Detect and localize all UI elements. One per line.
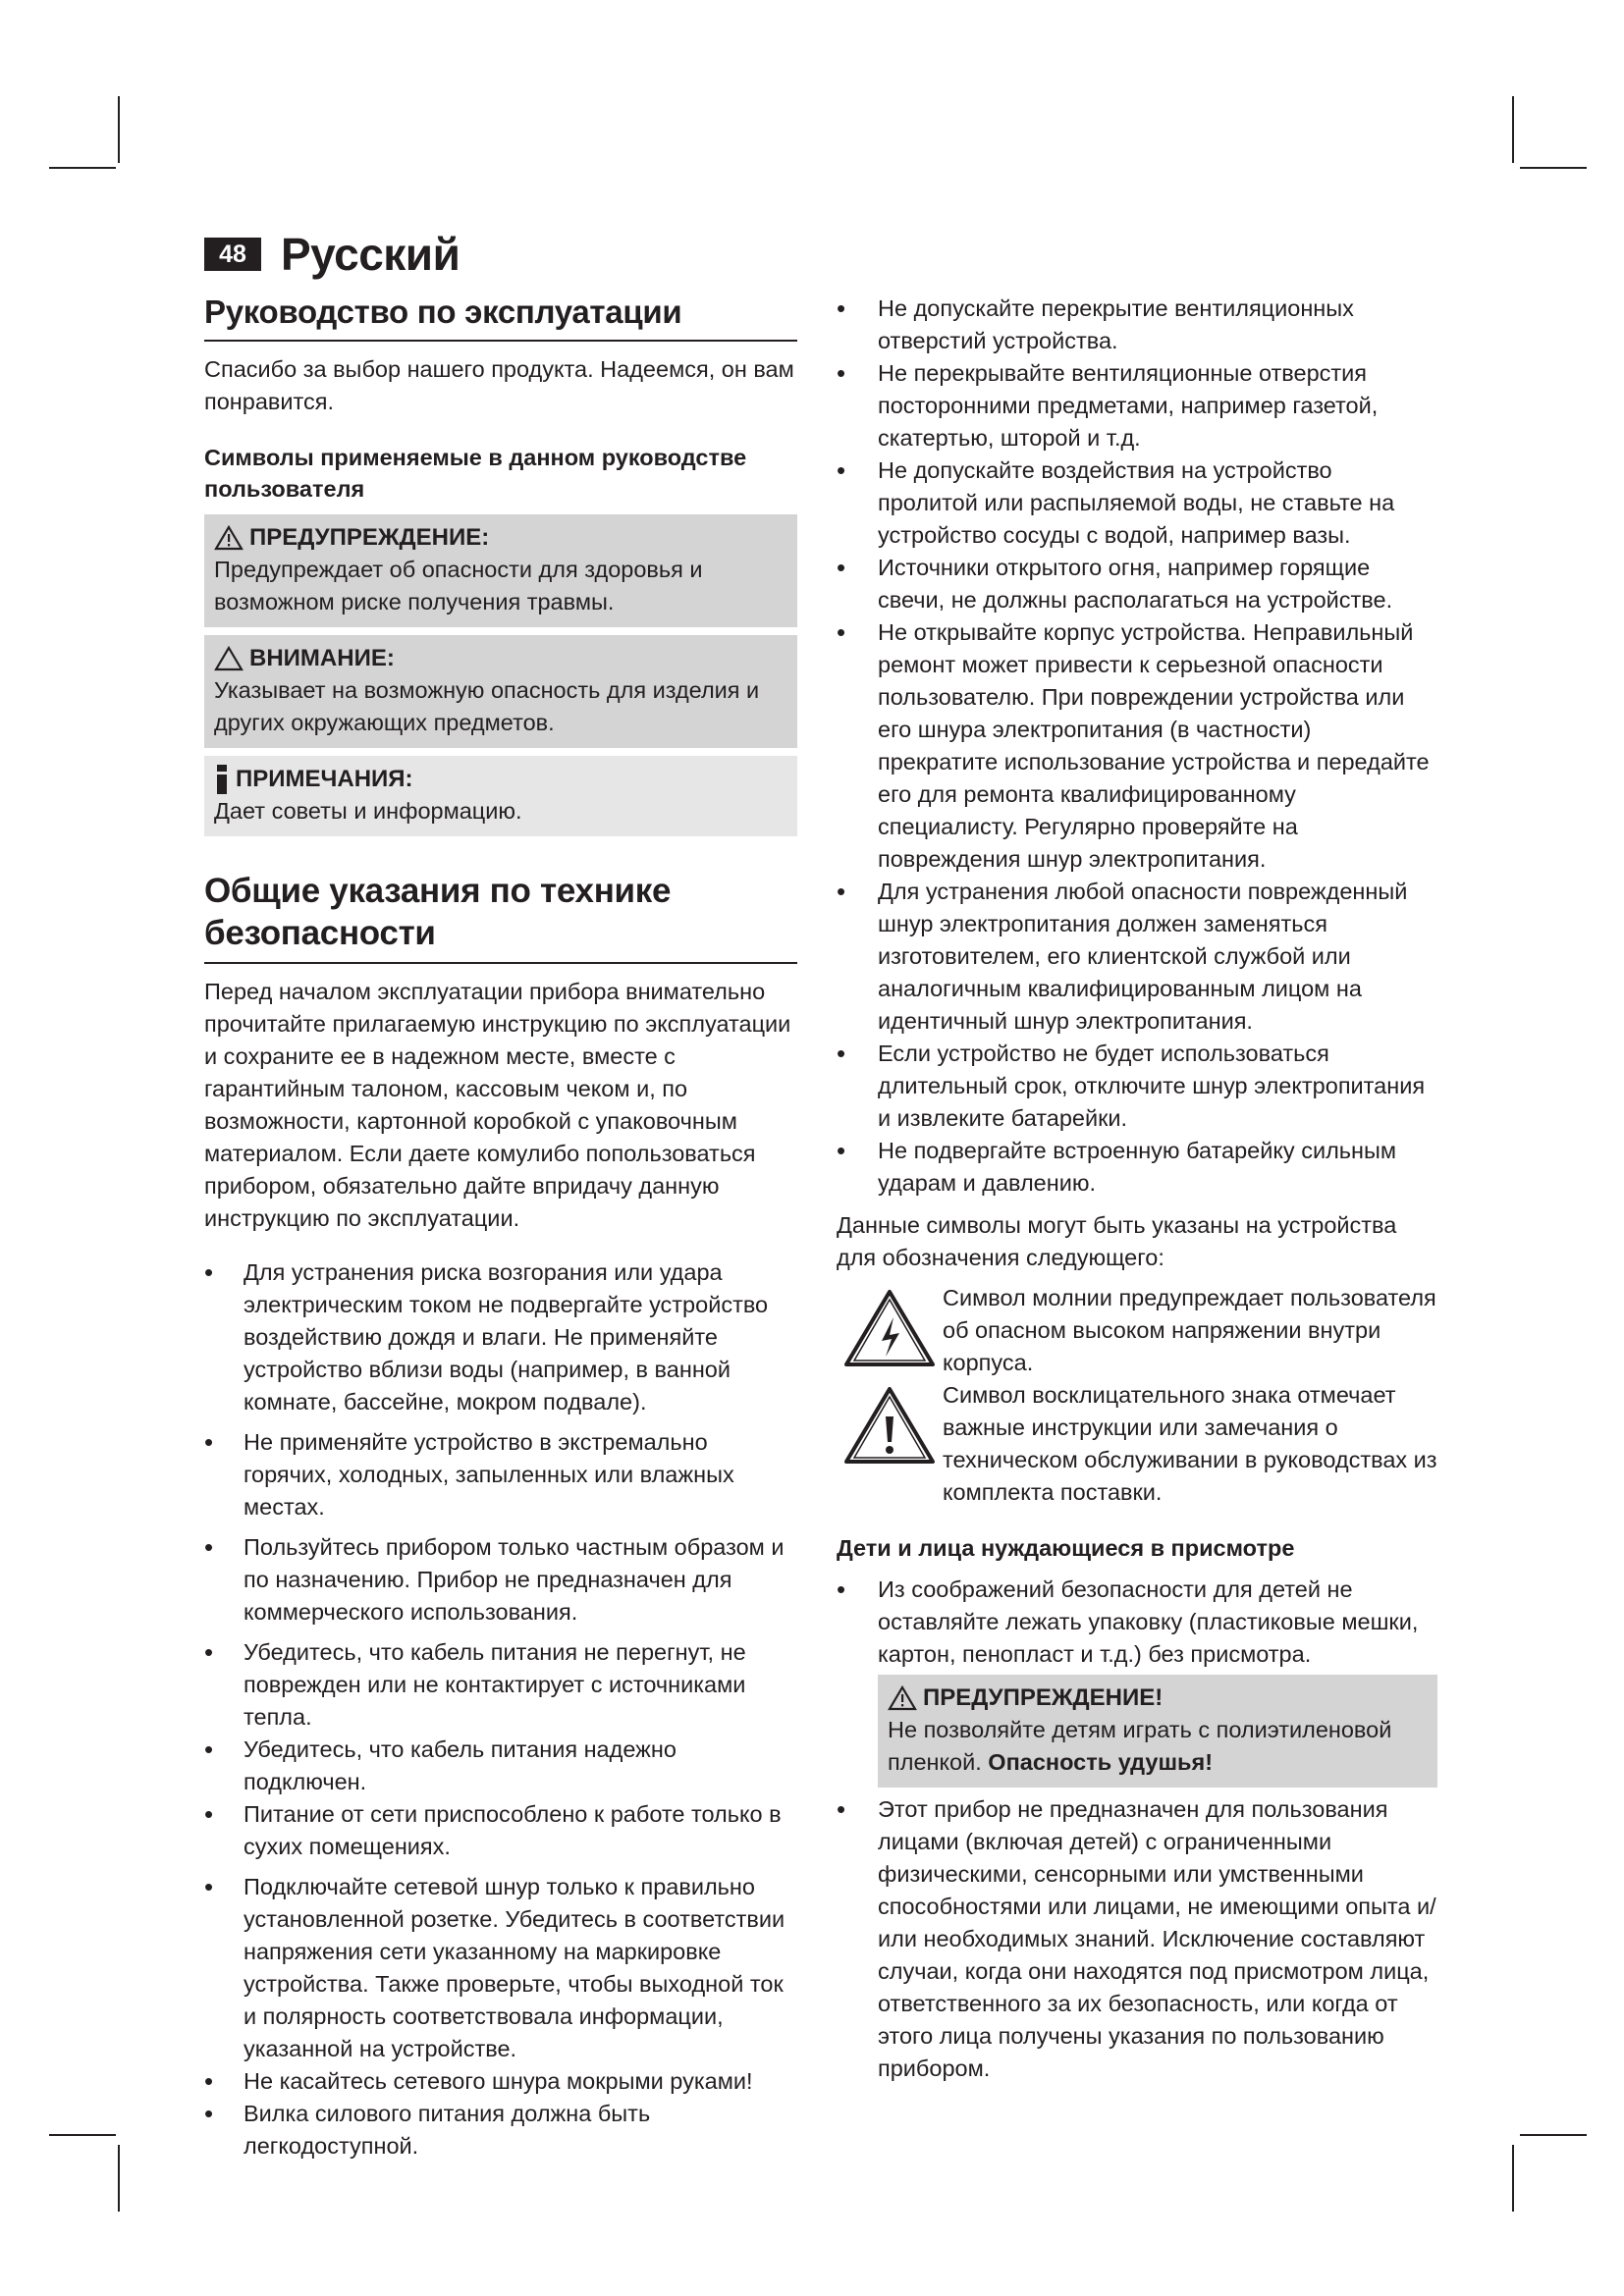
note-text: Дает советы и информацию. [214,798,522,824]
exclamation-warning-icon [842,1385,937,1466]
language-title: Русский [281,229,460,280]
list-item: • Для устранения риска возгорания или удара электрическим током не подвергайте устройство воздействию дождя и влаги. Не применяйте устройство вблизи воды (например, в ванной комнате, бассейне, мокром подвале). [204,1256,797,1418]
child-warning-text: Не позволяйте детям играть с полиэтиленовой пленкой. [888,1717,1392,1775]
info-icon [214,765,230,794]
warning-box [204,514,797,627]
list-item: • Из соображений безопасности для детей не оставляйте лежать упаковку (пластиковые мешки, картон, пенопласт и т.д.) без присмотра. [837,1574,1437,1671]
warning-triangle-icon [214,525,244,551]
warning-triangle-icon [888,1685,917,1711]
child-warning-emphasis: Опасность удушья! [988,1749,1214,1775]
crop-mark [118,2145,120,2212]
caution-text: Указывает на возможную опасность для изделия и других окружающих предметов. [214,677,760,735]
crop-mark [118,96,120,163]
exclamation-text: Символ восклицательного знака отмечает важные инструкции или замечания о техническом обслуживании в руководствах из комплекта поставки. [943,1382,1437,1505]
list-item: • Для устранения любой опасности поврежденный шнур электропитания должен заменяться изготовителем, его клиентской службой или аналогичным квалифицированным лицом на идентичный шнур электропитания. [837,876,1437,1038]
note-title: ПРИМЕЧАНИЯ: [236,766,413,792]
child-warning-box [878,1675,1437,1788]
children-list-continued [837,1793,1437,2085]
list-item: • Питание от сети приспособлено к работе только в сухих помещениях. [204,1798,797,1863]
list-item: • Не подвергайте встроенную батарейку сильным ударам и давлению. [837,1135,1437,1200]
warning-title: ПРЕДУПРЕЖДЕНИЕ: [249,524,490,551]
caution-box [204,635,797,748]
list-item: • Если устройство не будет использоваться длительный срок, отключите шнур электропитания и извлеките батарейки. [837,1038,1437,1135]
safety-list [204,1256,797,2163]
page-header [204,228,460,281]
warning-text: Предупреждает об опасности для здоровья и возможном риске получения травмы. [214,557,703,614]
lightning-warning-icon [842,1288,937,1368]
caution-title: ВНИМАНИЕ: [249,645,395,671]
manual-title: Руководство по эксплуатации [204,293,797,342]
lightning-text: Символ молнии предупреждает пользователя об опасном высоком напряжении внутри корпуса. [943,1285,1436,1375]
list-item: • Пользуйтесь прибором только частным образом и по назначению. Прибор не предназначен для коммерческого использования. [204,1531,797,1629]
crop-mark [49,2134,116,2136]
right-column [837,293,1437,2091]
list-item: • Не касайтесь сетевого шнура мокрыми руками! [204,2065,797,2098]
crop-mark [1512,96,1514,163]
safety-list-continued [837,293,1437,1200]
list-item: • Не применяйте устройство в экстремально горячих, холодных, запыленных или влажных местах. [204,1426,797,1523]
safety-title: Общие указания по технике безопасности [204,870,797,964]
symbols-intro: Данные символы могут быть указаны на устройства для обозначения следующего: [837,1212,1397,1270]
list-item: • Не открывайте корпус устройства. Неправильный ремонт может привести к серьезной опасности пользователю. При повреждении устройства или его шнура электропитания (в частности) прекратите использование устройства и передайте его для ремонта квалифицированному специалисту. Регулярно проверяйте на повреждения шнур электропитания. [837,616,1437,876]
exclamation-symbol-row [837,1379,1437,1509]
intro-text: Спасибо за выбор нашего продукта. Надеемся, он вам понравится. [204,356,794,414]
safety-intro: Перед началом эксплуатации прибора внимательно прочитайте прилагаемую инструкцию по эксплуатации и сохраните ее в надежном месте, вместе с гарантийным талоном, кассовым чеком и, по возможности, картонной коробкой с упаковочным материалом. Если даете комулибо попользоваться прибором, обязательно дайте впридачу данную инструкцию по эксплуатации. [204,979,791,1231]
list-item: • Подключайте сетевой шнур только к правильно установленной розетке. Убедитесь в соответствии напряжения сети указанному на маркировке устройства. Также проверьте, чтобы выходной ток и полярность соответствовала информации, указанной на устройстве. [204,1871,797,2065]
crop-mark [49,167,116,169]
list-item: • Не перекрывайте вентиляционные отверстия посторонними предметами, например газетой, скатертью, шторой и т.д. [837,357,1437,454]
crop-mark [1520,167,1587,169]
list-item: • Этот прибор не предназначен для пользования лицами (включая детей) с ограниченными физическими, сенсорными или умственными способностями или лицами, не имеющими опыта и/или необходимых знаний. Исключение составляют случаи, когда они находятся под присмотром лица, ответственного за их безопасность, или когда от этого лица получены указания по пользованию прибором. [837,1793,1437,2085]
left-column [204,293,797,2168]
children-heading: Дети и лица нуждающиеся в присмотре [837,1535,1295,1561]
caution-triangle-icon [214,646,244,671]
child-warning-title: ПРЕДУПРЕЖДЕНИЕ! [923,1684,1164,1711]
symbols-heading: Символы применяемые в данном руководстве пользователя [204,445,747,502]
list-item: • Убедитесь, что кабель питания надежно подключен. [204,1734,797,1798]
note-box [204,756,797,836]
crop-mark [1520,2134,1587,2136]
crop-mark [1512,2145,1514,2212]
page-number: 48 [204,238,261,271]
list-item: • Вилка силового питания должна быть легкодоступной. [204,2098,797,2163]
children-list [837,1574,1437,1671]
list-item: • Убедитесь, что кабель питания не перегнут, не поврежден или не контактирует с источниками тепла. [204,1636,797,1734]
list-item: • Источники открытого огня, например горящие свечи, не должны располагаться на устройстве. [837,552,1437,616]
lightning-symbol-row [837,1282,1437,1379]
list-item: • Не допускайте перекрытие вентиляционных отверстий устройства. [837,293,1437,357]
list-item: • Не допускайте воздействия на устройство пролитой или распыляемой воды, не ставьте на устройство сосуды с водой, например вазы. [837,454,1437,552]
